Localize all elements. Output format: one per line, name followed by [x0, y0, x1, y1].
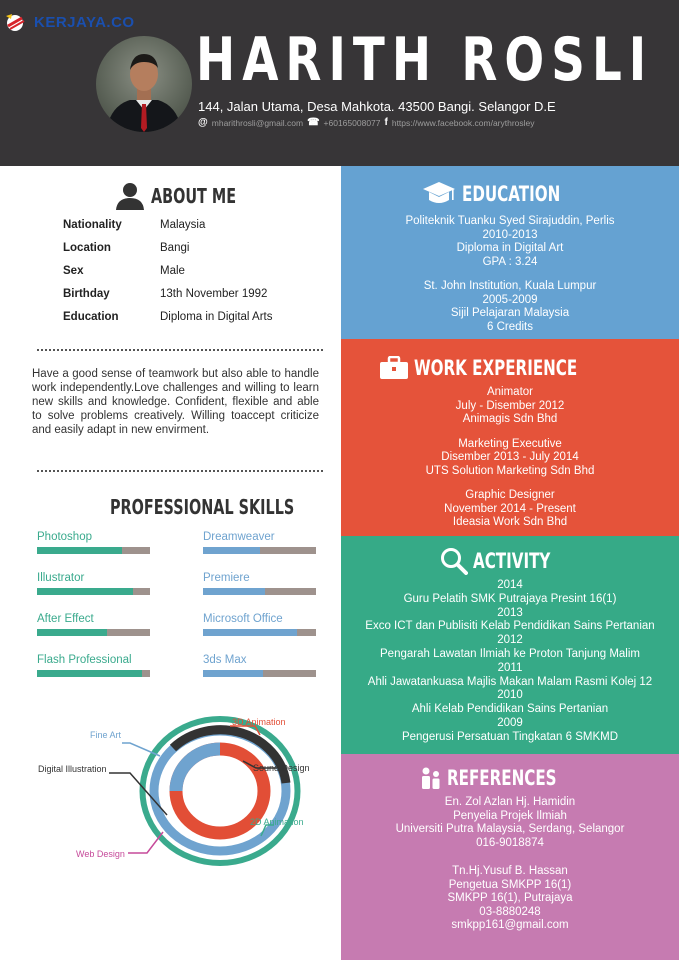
- address: 144, Jalan Utama, Desa Mahkota. 43500 Bangi. Selangor D.E: [198, 99, 556, 114]
- about-title: ABOUT ME: [151, 184, 237, 208]
- activity-year: 2014: [497, 579, 523, 591]
- skill-bar-fill: [37, 588, 133, 595]
- activity-entries: [341, 579, 679, 745]
- skill-dreamweaver: [203, 531, 316, 554]
- info-row-education: [63, 311, 272, 334]
- ring-fine-art: [176, 749, 220, 791]
- label-2d-animation: 2D Animation: [250, 817, 304, 827]
- info-value: Bangi: [160, 242, 190, 254]
- profile-photo: [96, 36, 192, 132]
- education-section: [341, 166, 679, 339]
- reference-role-1: Penyelia Projek Ilmiah: [453, 809, 567, 822]
- bio-text: Have a good sense of teamwork but also able to handle work independently.Love challenges and willing to learn new skills and knowledge. Confident, flexible and able to solve problems creatively. Willing toaccept criticize and easily adapt in new envirment.: [32, 368, 319, 436]
- education-qualification-1: Diploma in Digital Art: [456, 242, 564, 254]
- references-entries: [341, 796, 679, 933]
- interests-donut: [30, 708, 320, 878]
- skill-bar: [203, 670, 316, 677]
- info-value: 13th November 1992: [160, 288, 268, 300]
- watermark: [4, 12, 135, 32]
- activity-item: Ahli Jawatankuasa Majlis Makan Malam Rasmi Kolej 12: [367, 675, 653, 688]
- skill-bar: [37, 547, 150, 554]
- skills-heading: [110, 495, 366, 519]
- watermark-text: KERJAYA.CO: [34, 13, 135, 31]
- activity-item: Pengarah Lawatan Ilmiah ke Proton Tanjung Malim: [380, 647, 640, 660]
- job-title-1: Animator: [486, 386, 534, 398]
- activity-year: 2010: [497, 689, 523, 702]
- skill-bar-fill: [37, 629, 107, 636]
- skill-bar-fill: [203, 547, 260, 554]
- info-value: Diploma in Digital Arts: [160, 311, 273, 323]
- skill-label: Dreamweaver: [203, 531, 275, 543]
- header: [0, 0, 679, 166]
- person-photo-icon: [96, 36, 192, 132]
- skill-bar: [203, 547, 316, 554]
- activity-year: 2013: [497, 606, 523, 619]
- activity-title: ACTIVITY: [472, 549, 551, 573]
- info-row-location: [63, 242, 272, 265]
- reference-name-2: Tn.Hj.Yusuf B. Hassan: [452, 865, 568, 877]
- activity-year: 2011: [497, 661, 523, 674]
- reference-name-1: En. Zol Azlan Hj. Hamidin: [444, 796, 576, 808]
- activity-item: Pengerusi Persatuan Tingkatan 6 SMKMD: [401, 730, 619, 743]
- info-key: Education: [63, 311, 119, 323]
- reference-role-2: Pengetua SMKPP 16(1): [448, 878, 572, 891]
- education-title: EDUCATION: [462, 182, 561, 206]
- ring-2d-animation: [143, 719, 298, 863]
- skill-bar: [203, 629, 316, 636]
- education-result-2: 6 Credits: [486, 320, 534, 333]
- job-period-2: Disember 2013 - July 2014: [441, 451, 579, 463]
- facebook-link[interactable]: https://www.facebook.com/arythrosley: [391, 117, 535, 128]
- work-section: [341, 339, 679, 536]
- education-years-2: 2005-2009: [482, 293, 538, 306]
- job-company-2: UTS Solution Marketing Sdn Bhd: [425, 464, 595, 477]
- skill-bar: [203, 588, 316, 595]
- skill-label: Microsoft Office: [203, 613, 283, 625]
- skill-bar-fill: [37, 670, 142, 677]
- reference-phone-1: 016-9018874: [476, 836, 544, 849]
- references-section: [341, 754, 679, 960]
- label-digital-illustration: Digital Illustration: [38, 764, 107, 774]
- candidate-name: HARITH ROSLI: [196, 25, 654, 95]
- label-3d-animation: 3D Animation: [232, 717, 286, 727]
- dotted-divider: [37, 470, 323, 472]
- education-heading: [341, 176, 679, 212]
- education-school-1: Politeknik Tuanku Syed Sirajuddin, Perlis: [405, 215, 615, 227]
- skill-microsoft-office: [203, 613, 316, 636]
- people-icon: [420, 766, 442, 790]
- skill-label: Flash Professional: [37, 654, 132, 666]
- person-icon: [115, 182, 145, 210]
- skill-label: After Effect: [37, 613, 94, 625]
- skill-label: Premiere: [203, 572, 250, 584]
- skills-title: PROFESSIONAL SKILLS: [110, 495, 295, 519]
- activity-item: Guru Pelatih SMK Putrajaya Presint 16(1): [403, 592, 617, 605]
- phone-number[interactable]: +60165008077: [323, 117, 381, 128]
- skill-3ds-max: [203, 654, 316, 677]
- activity-year: 2012: [497, 634, 523, 647]
- info-key: Sex: [63, 265, 84, 277]
- reference-org-2: SMKPP 16(1), Putrajaya: [447, 892, 573, 904]
- activity-year: 2009: [497, 716, 523, 729]
- info-key: Birthday: [63, 288, 110, 300]
- contact-line: [198, 117, 535, 128]
- email-link[interactable]: mharithrosli@gmail.com: [211, 117, 304, 128]
- briefcase-icon: [379, 356, 409, 380]
- skill-bar-fill: [203, 670, 263, 677]
- about-heading: [115, 182, 269, 210]
- education-entries: [341, 215, 679, 334]
- skill-bar-fill: [203, 588, 265, 595]
- skill-label: 3ds Max: [203, 654, 247, 666]
- magnifier-icon: [440, 547, 468, 575]
- work-entries: [341, 386, 679, 530]
- skill-photoshop: [37, 531, 150, 554]
- education-qualification-2: Sijil Pelajaran Malaysia: [450, 307, 570, 319]
- skill-label: Illustrator: [37, 572, 85, 584]
- skill-after-effect: [37, 613, 150, 636]
- info-row-nationality: [63, 219, 272, 242]
- skill-premiere: [203, 572, 316, 595]
- skill-bar-fill: [203, 629, 297, 636]
- education-years-1: 2010-2013: [482, 228, 538, 241]
- info-value: Male: [160, 265, 185, 277]
- skill-flash-professional: [37, 654, 150, 677]
- skill-bar: [37, 629, 150, 636]
- info-key: Location: [63, 242, 111, 254]
- job-period-1: July - Disember 2012: [455, 399, 565, 412]
- references-title: REFERENCES: [447, 766, 557, 790]
- facebook-icon: f: [384, 117, 388, 128]
- reference-phone-2: 03-8880248: [479, 905, 541, 918]
- activity-item: Ahli Kelab Pendidikan Sains Pertanian: [411, 703, 609, 716]
- job-title-3: Graphic Designer: [465, 489, 555, 501]
- info-row-sex: [63, 265, 272, 288]
- skill-illustrator: [37, 572, 150, 595]
- activity-heading: [341, 543, 679, 579]
- work-title: WORK EXPERIENCE: [414, 356, 578, 380]
- job-title-2: Marketing Executive: [458, 437, 562, 450]
- skill-bar-fill: [37, 547, 122, 554]
- job-company-3: Ideasia Work Sdn Bhd: [452, 516, 568, 528]
- label-fine-art: Fine Art: [90, 730, 122, 740]
- info-row-birthday: [63, 288, 272, 311]
- info-key: Nationality: [63, 219, 122, 231]
- graduation-cap-icon: [421, 181, 457, 207]
- job-period-3: November 2014 - Present: [444, 502, 576, 515]
- activity-item: Exco ICT dan Publisiti Kelab Pendidikan Sains Pertanian: [365, 620, 655, 633]
- skill-bar: [37, 588, 150, 595]
- watermark-logo-icon: [4, 12, 30, 32]
- skill-label: Photoshop: [37, 531, 92, 543]
- label-web-design: Web Design: [76, 849, 125, 859]
- label-sound-design: Sound Design: [253, 763, 310, 773]
- education-school-2: St. John Institution, Kuala Lumpur: [423, 280, 597, 292]
- reference-org-1: Universiti Putra Malaysia, Serdang, Selangor: [395, 823, 625, 835]
- job-company-1: Animagis Sdn Bhd: [462, 413, 558, 425]
- references-heading: [341, 760, 679, 796]
- education-result-1: GPA : 3.24: [482, 255, 538, 268]
- skill-bar: [37, 670, 150, 677]
- phone-icon: ☎: [307, 117, 320, 128]
- personal-info: [63, 219, 272, 334]
- dotted-divider: [37, 349, 323, 351]
- reference-email-2[interactable]: smkpp161@gmail.com: [451, 919, 569, 931]
- info-value: Malaysia: [160, 219, 206, 231]
- at-icon: @: [198, 117, 208, 128]
- activity-section: [341, 536, 679, 754]
- work-heading: [341, 350, 679, 386]
